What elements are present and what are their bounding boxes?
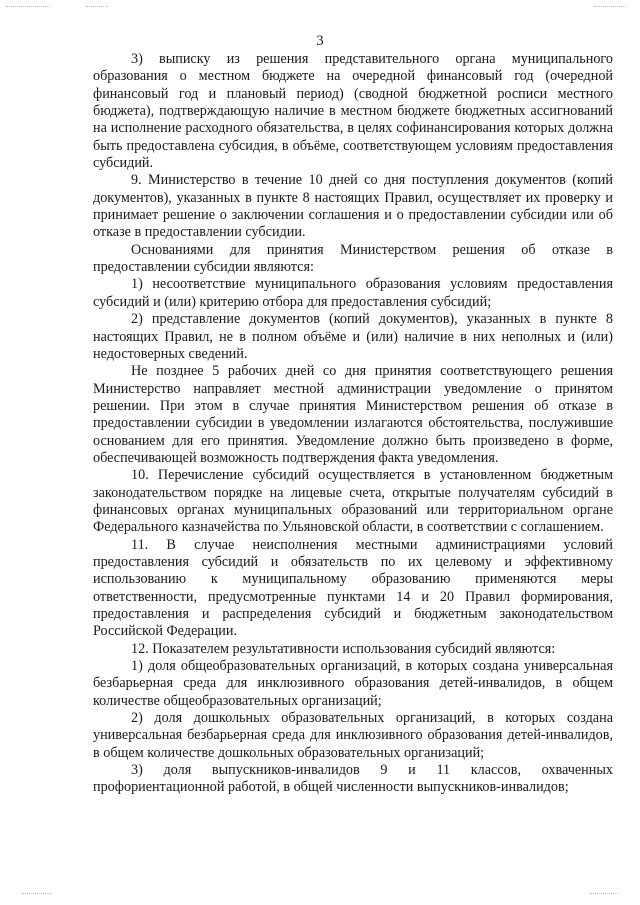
paragraph-refusal-grounds: Основаниями для принятия Министерством решения об отказе в предоставлении субсидии являются: xyxy=(93,241,613,276)
paragraph-indicator-2: 2) доля дошкольных образовательных организаций, в которых создана универсальная безбарьерная среда для инклюзивного образования детей-инвалидов, в общем количестве дошкольных образовательных организаций; xyxy=(93,710,613,761)
scan-edge-mark xyxy=(590,893,618,894)
paragraph-ground-2: 2) представление документов (копий документов), указанных в пункте 8 настоящих Правил, не в полном объёме и (или) наличие в них неполных и (или) недостоверных сведений. xyxy=(93,311,613,362)
paragraph-budget-extract: 3) выписку из решения представительного органа муниципального образования о местном бюджете на очередной финансовый год (очередной финансовый год и плановый период) (сводной бюджетной росписи местного бюджета), подтверждающую наличие в местном бюджете бюджетных ассигнований на исполнение расходного обязательства, в целях софинансирования которых должна быть предоставлена субсидия, в объёме, соответствующем условиям предоставления субсидий. xyxy=(93,51,613,172)
scan-edge-mark xyxy=(6,6,50,7)
paragraph-indicator-1: 1) доля общеобразовательных организаций, в которых создана универсальная безбарьерная среда для инклюзивного образования детей-инвалидов, в общем количестве общеобразовательных организаций; xyxy=(93,658,613,709)
paragraph-item-10: 10. Перечисление субсидий осуществляется в установленном бюджетным законодательством порядке на лицевые счета, открытые получателям субсидий в финансовых органах муниципальных образований или территориальном органе Федерального казначейства по Ульяновской области, в соответствии с соглашением. xyxy=(93,467,613,536)
paragraph-item-12: 12. Показателем результативности использования субсидий являются: xyxy=(131,640,556,657)
paragraph-item-9: 9. Министерство в течение 10 дней со дня поступления документов (копий документов), указанных в пункте 8 настоящих Правил, осуществляет их проверку и принимает решение о заключении соглашения и о предоставлении субсидии или об отказе в предоставлении субсидии. xyxy=(93,172,613,241)
page-number: 3 xyxy=(316,33,324,49)
paragraph-item-11: 11. В случае неисполнения местными администрациями условий предоставления субсидий и обязательств по их целевому и эффективному использованию к муниципальному образованию применяются меры ответственности, предусмотренные пунктами 14 и 20 Правил формирования, предоставления и распределения субсидий и бюджетным законодательством Российской Федерации. xyxy=(93,536,613,640)
document-body xyxy=(93,51,613,797)
scan-edge-mark xyxy=(594,6,626,7)
paragraph-indicator-3: 3) доля выпускников-инвалидов 9 и 11 классов, охваченных профориентационной работой, в общей численности выпускников-инвалидов; xyxy=(93,762,613,796)
scan-edge-mark xyxy=(22,893,52,894)
scan-edge-mark xyxy=(86,6,108,7)
paragraph-notification: Не позднее 5 рабочих дней со дня принятия соответствующего решения Министерство направляет местной администрации уведомление о принятом решении. При этом в случае принятия Министерством решения об отказе в предоставлении субсидии в уведомлении излагаются обстоятельства, послужившие основанием для его принятия. Уведомление должно быть произведено в форме, обеспечивающей возможность подтверждения факта уведомления. xyxy=(93,363,613,466)
paragraph-ground-1: 1) несоответствие муниципального образования условиям предоставления субсидий и (или) критерию отбора для предоставления субсидий; xyxy=(93,276,613,310)
